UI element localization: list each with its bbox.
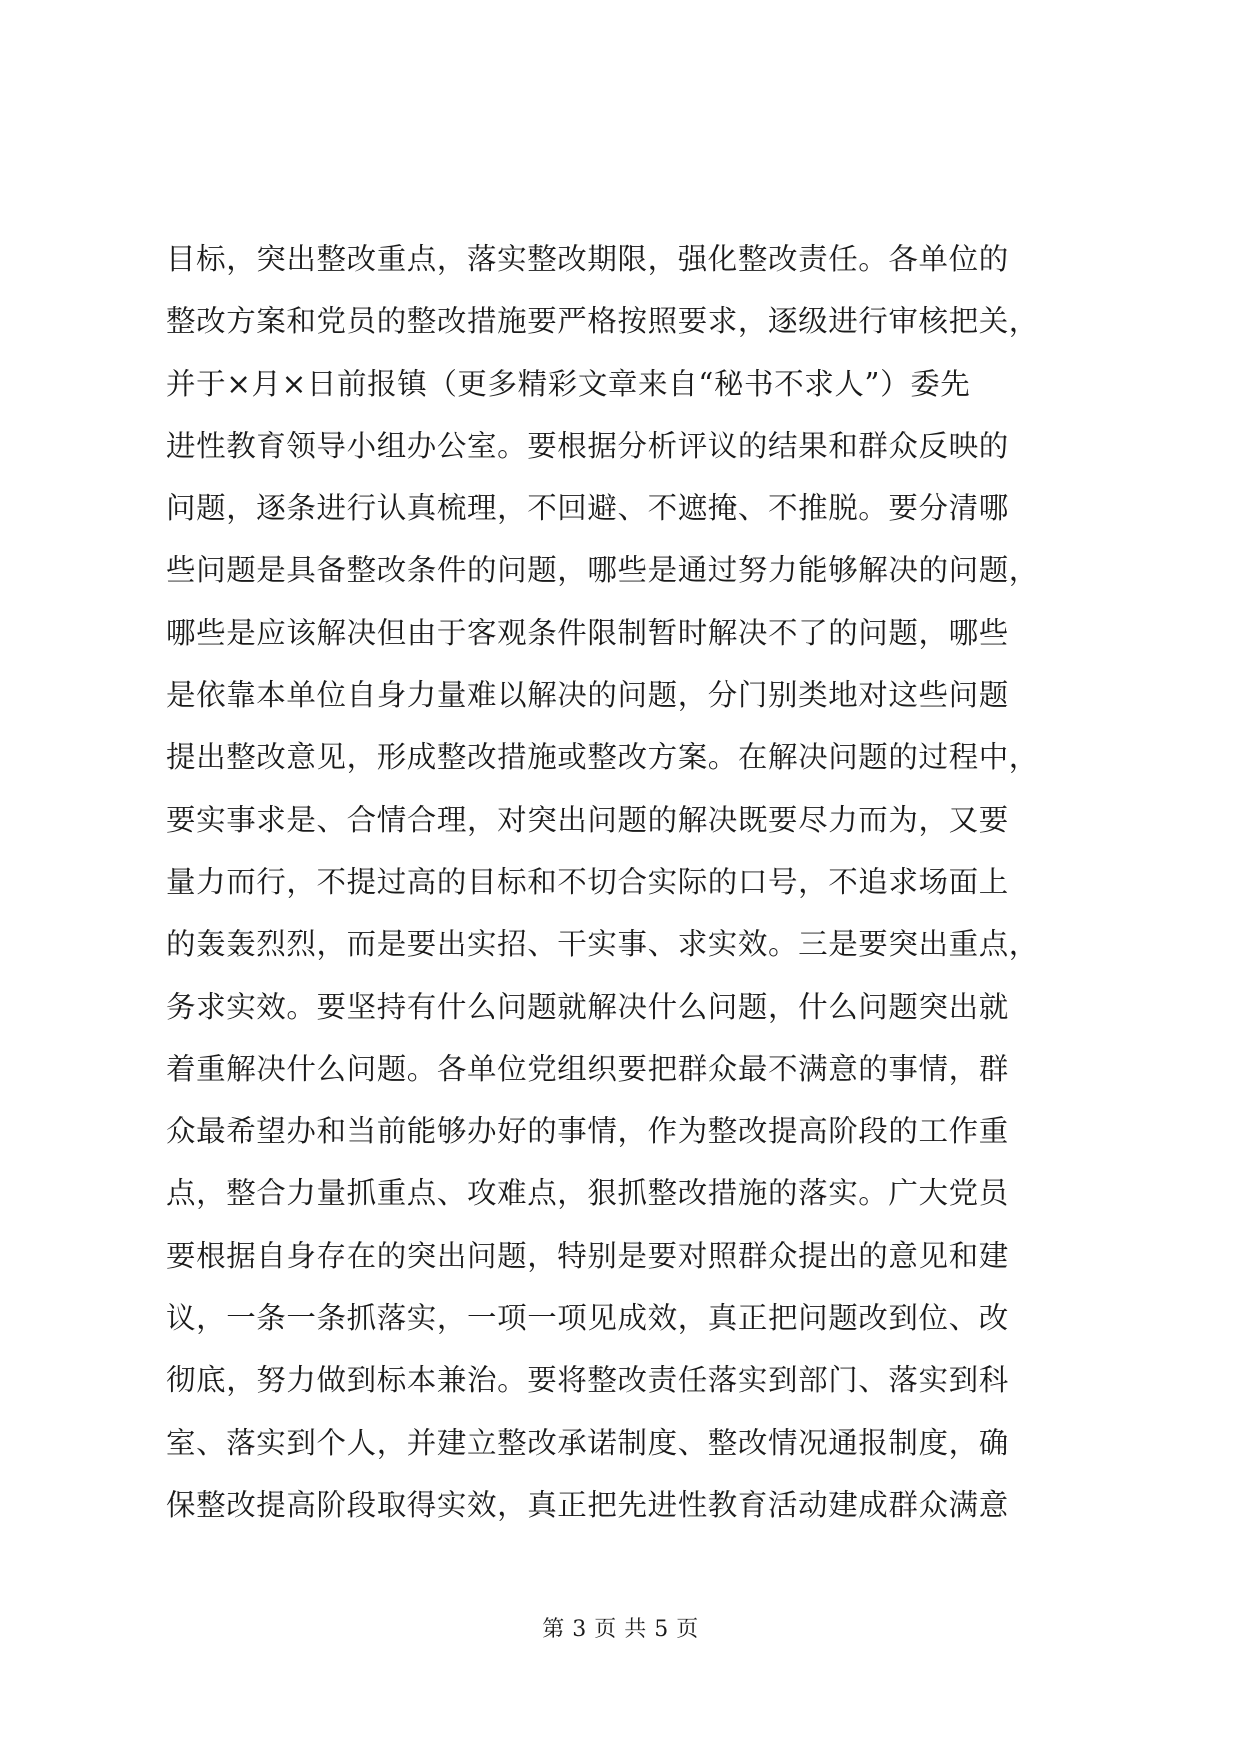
text-line: 众最希望办和当前能够办好的事情，作为整改提高阶段的工作重 xyxy=(166,1114,1009,1149)
text-line: 是依靠本单位自身力量难以解决的问题，分门别类地对这些问题 xyxy=(166,678,1009,713)
text-line: 提出整改意见，形成整改措施或整改方案。在解决问题的过程中， xyxy=(166,740,1039,775)
text-line: 点，整合力量抓重点、攻难点，狠抓整改措施的落实。广大党员 xyxy=(166,1176,1009,1211)
text-line: 彻底，努力做到标本兼治。要将整改责任落实到部门、落实到科 xyxy=(166,1363,1009,1398)
text-line: 量力而行，不提过高的目标和不切合实际的口号，不追求场面上 xyxy=(166,864,1009,899)
text-line: 要实事求是、合情合理，对突出问题的解决既要尽力而为，又要 xyxy=(166,802,1009,837)
body-text xyxy=(166,228,1106,1536)
text-line: 些问题是具备整改条件的问题，哪些是通过努力能够解决的问题， xyxy=(166,553,1039,588)
text-line: 并于×月×日前报镇（更多精彩文章来自“秘书不求人”）委先 xyxy=(166,366,971,401)
text-line: 问题，逐条进行认真梳理，不回避、不遮掩、不推脱。要分清哪 xyxy=(166,491,1009,526)
text-line: 哪些是应该解决但由于客观条件限制暂时解决不了的问题，哪些 xyxy=(166,615,1009,650)
page-footer: 第 3 页 共 5 页 xyxy=(542,1617,699,1642)
text-line: 要根据自身存在的突出问题，特别是要对照群众提出的意见和建 xyxy=(166,1238,1009,1273)
text-line: 保整改提高阶段取得实效，真正把先进性教育活动建成群众满意 xyxy=(166,1487,1009,1522)
text-line: 务求实效。要坚持有什么问题就解决什么问题，什么问题突出就 xyxy=(166,989,1009,1024)
text-line: 的轰轰烈烈，而是要出实招、干实事、求实效。三是要突出重点， xyxy=(166,927,1039,962)
text-line: 着重解决什么问题。各单位党组织要把群众最不满意的事情，群 xyxy=(166,1051,1009,1086)
text-line: 室、落实到个人，并建立整改承诺制度、整改情况通报制度，确 xyxy=(166,1425,1009,1460)
text-line: 目标，突出整改重点，落实整改期限，强化整改责任。各单位的 xyxy=(166,242,1009,276)
text-line: 议，一条一条抓落实，一项一项见成效，真正把问题改到位、改 xyxy=(166,1301,1009,1336)
text-line: 整改方案和党员的整改措施要严格按照要求，逐级进行审核把关， xyxy=(166,304,1039,339)
text-line: 进性教育领导小组办公室。要根据分析评议的结果和群众反映的 xyxy=(166,428,1009,463)
